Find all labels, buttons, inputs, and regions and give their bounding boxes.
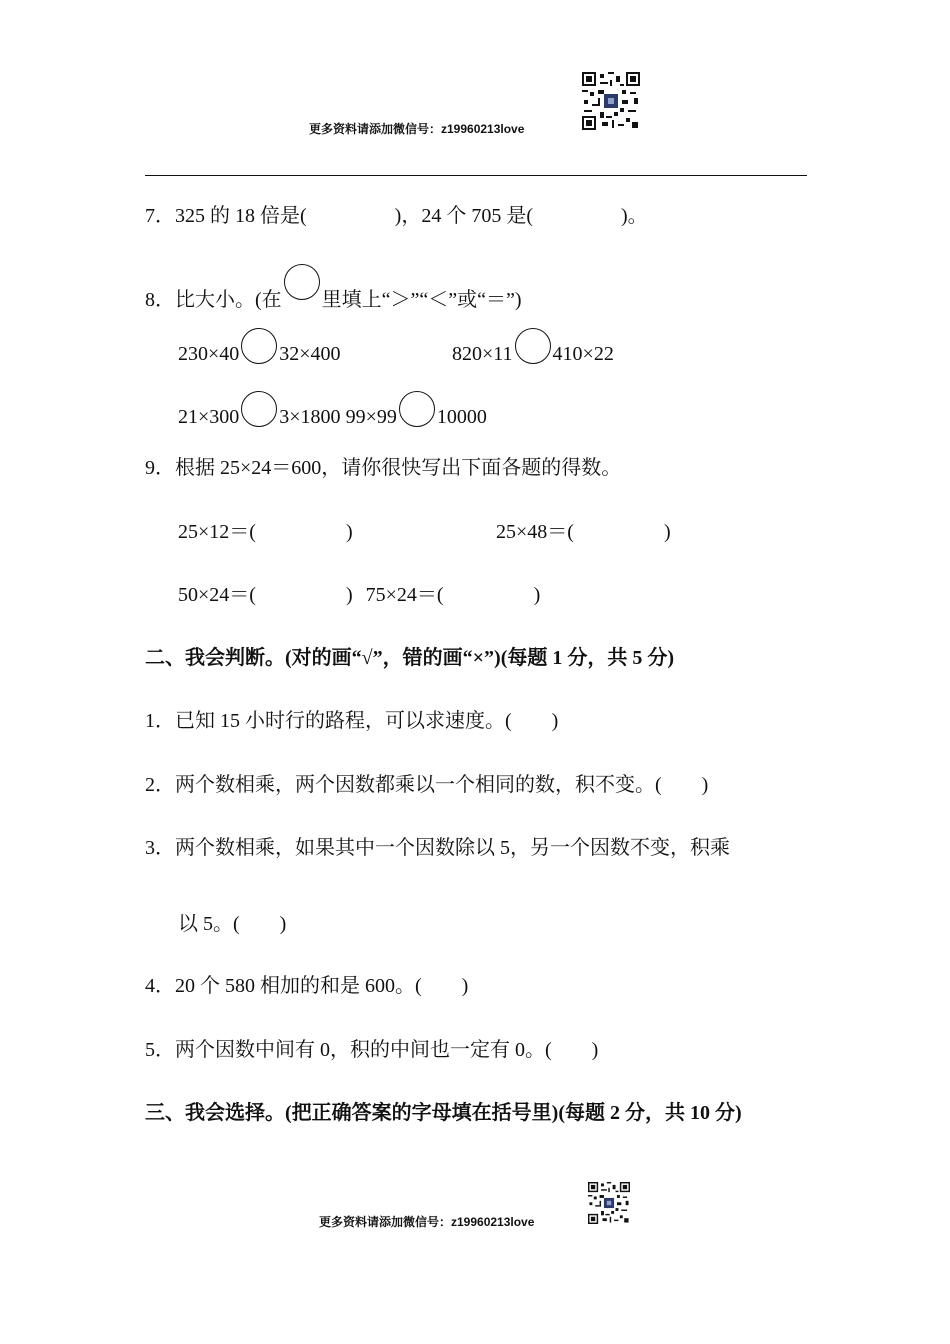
compare-circle-icon[interactable]	[399, 391, 435, 427]
expr-right: )	[345, 521, 353, 543]
header-divider	[145, 175, 807, 176]
qr-code-footer	[588, 1182, 630, 1224]
question-7-part-c: )。	[621, 205, 648, 227]
question-8-part-b: 里填上“＞”“＜”或“＝”)	[321, 289, 522, 311]
expr-right: )	[663, 521, 671, 543]
question-7	[145, 199, 648, 228]
judge-item-2: 2．两个数相乘，两个因数都乘以一个相同的数，积不变。( )	[145, 774, 709, 796]
question-8-part-a: 比大小。(在	[175, 289, 282, 311]
compare-circle-icon[interactable]	[515, 328, 551, 364]
compare-right: 10000	[436, 406, 487, 428]
compare-left: 820×11	[452, 343, 513, 365]
question-number: 8．	[145, 289, 175, 311]
compare-circle-icon[interactable]	[241, 328, 277, 364]
compare-circle-icon[interactable]	[241, 391, 277, 427]
question-7-part-a: 325 的 18 倍是(	[175, 205, 307, 227]
question-number: 7．	[145, 205, 175, 227]
judge-item-3-cont: 以 5。( )	[178, 913, 287, 935]
compare-row-1	[178, 328, 341, 366]
expr-right: )	[345, 584, 353, 606]
compare-row-2	[178, 391, 487, 429]
compare-right: 410×22	[552, 343, 614, 365]
judge-item-3: 3．两个数相乘，如果其中一个因数除以 5，另一个因数不变，积乘	[145, 837, 730, 859]
question-number: 9．	[145, 457, 175, 479]
q9-expr-2	[496, 515, 671, 544]
section-3-title: 三、我会选择。(把正确答案的字母填在括号里)(每题 2 分，共 10 分)	[145, 1102, 742, 1124]
expr-left: 50×24＝(	[178, 584, 256, 606]
expr-left: 75×24＝(	[365, 584, 444, 606]
question-9-text: 根据 25×24＝600，请你很快写出下面各题的得数。	[175, 457, 622, 479]
compare-left: 99×99	[345, 406, 397, 428]
header-contact: 更多资料请添加微信号：z19960213love	[309, 122, 525, 136]
judge-item-5: 5．两个因数中间有 0，积的中间也一定有 0。( )	[145, 1039, 599, 1061]
compare-right: 3×1800	[279, 406, 341, 428]
judge-item-4: 4．20 个 580 相加的和是 600。( )	[145, 975, 469, 997]
expr-right: )	[533, 584, 541, 606]
compare-left: 230×40	[178, 343, 240, 365]
footer-contact: 更多资料请添加微信号：z19960213love	[319, 1215, 535, 1229]
question-9	[145, 451, 621, 480]
compare-right: 32×400	[279, 343, 341, 365]
judge-item-1: 1．已知 15 小时行的路程，可以求速度。( )	[145, 710, 559, 732]
question-8	[145, 264, 522, 312]
question-7-part-b: )，24 个 705 是(	[394, 205, 533, 227]
compare-row-1b	[452, 328, 614, 366]
q9-expr-3	[178, 578, 540, 607]
expr-left: 25×12＝(	[178, 521, 256, 543]
compare-circle-icon	[284, 264, 320, 300]
section-2-title: 二、我会判断。(对的画“√”，错的画“×”)(每题 1 分，共 5 分)	[145, 647, 675, 669]
expr-left: 25×48＝(	[496, 521, 574, 543]
qr-code-header	[582, 72, 640, 130]
compare-left: 21×300	[178, 406, 240, 428]
q9-expr-1	[178, 515, 353, 544]
